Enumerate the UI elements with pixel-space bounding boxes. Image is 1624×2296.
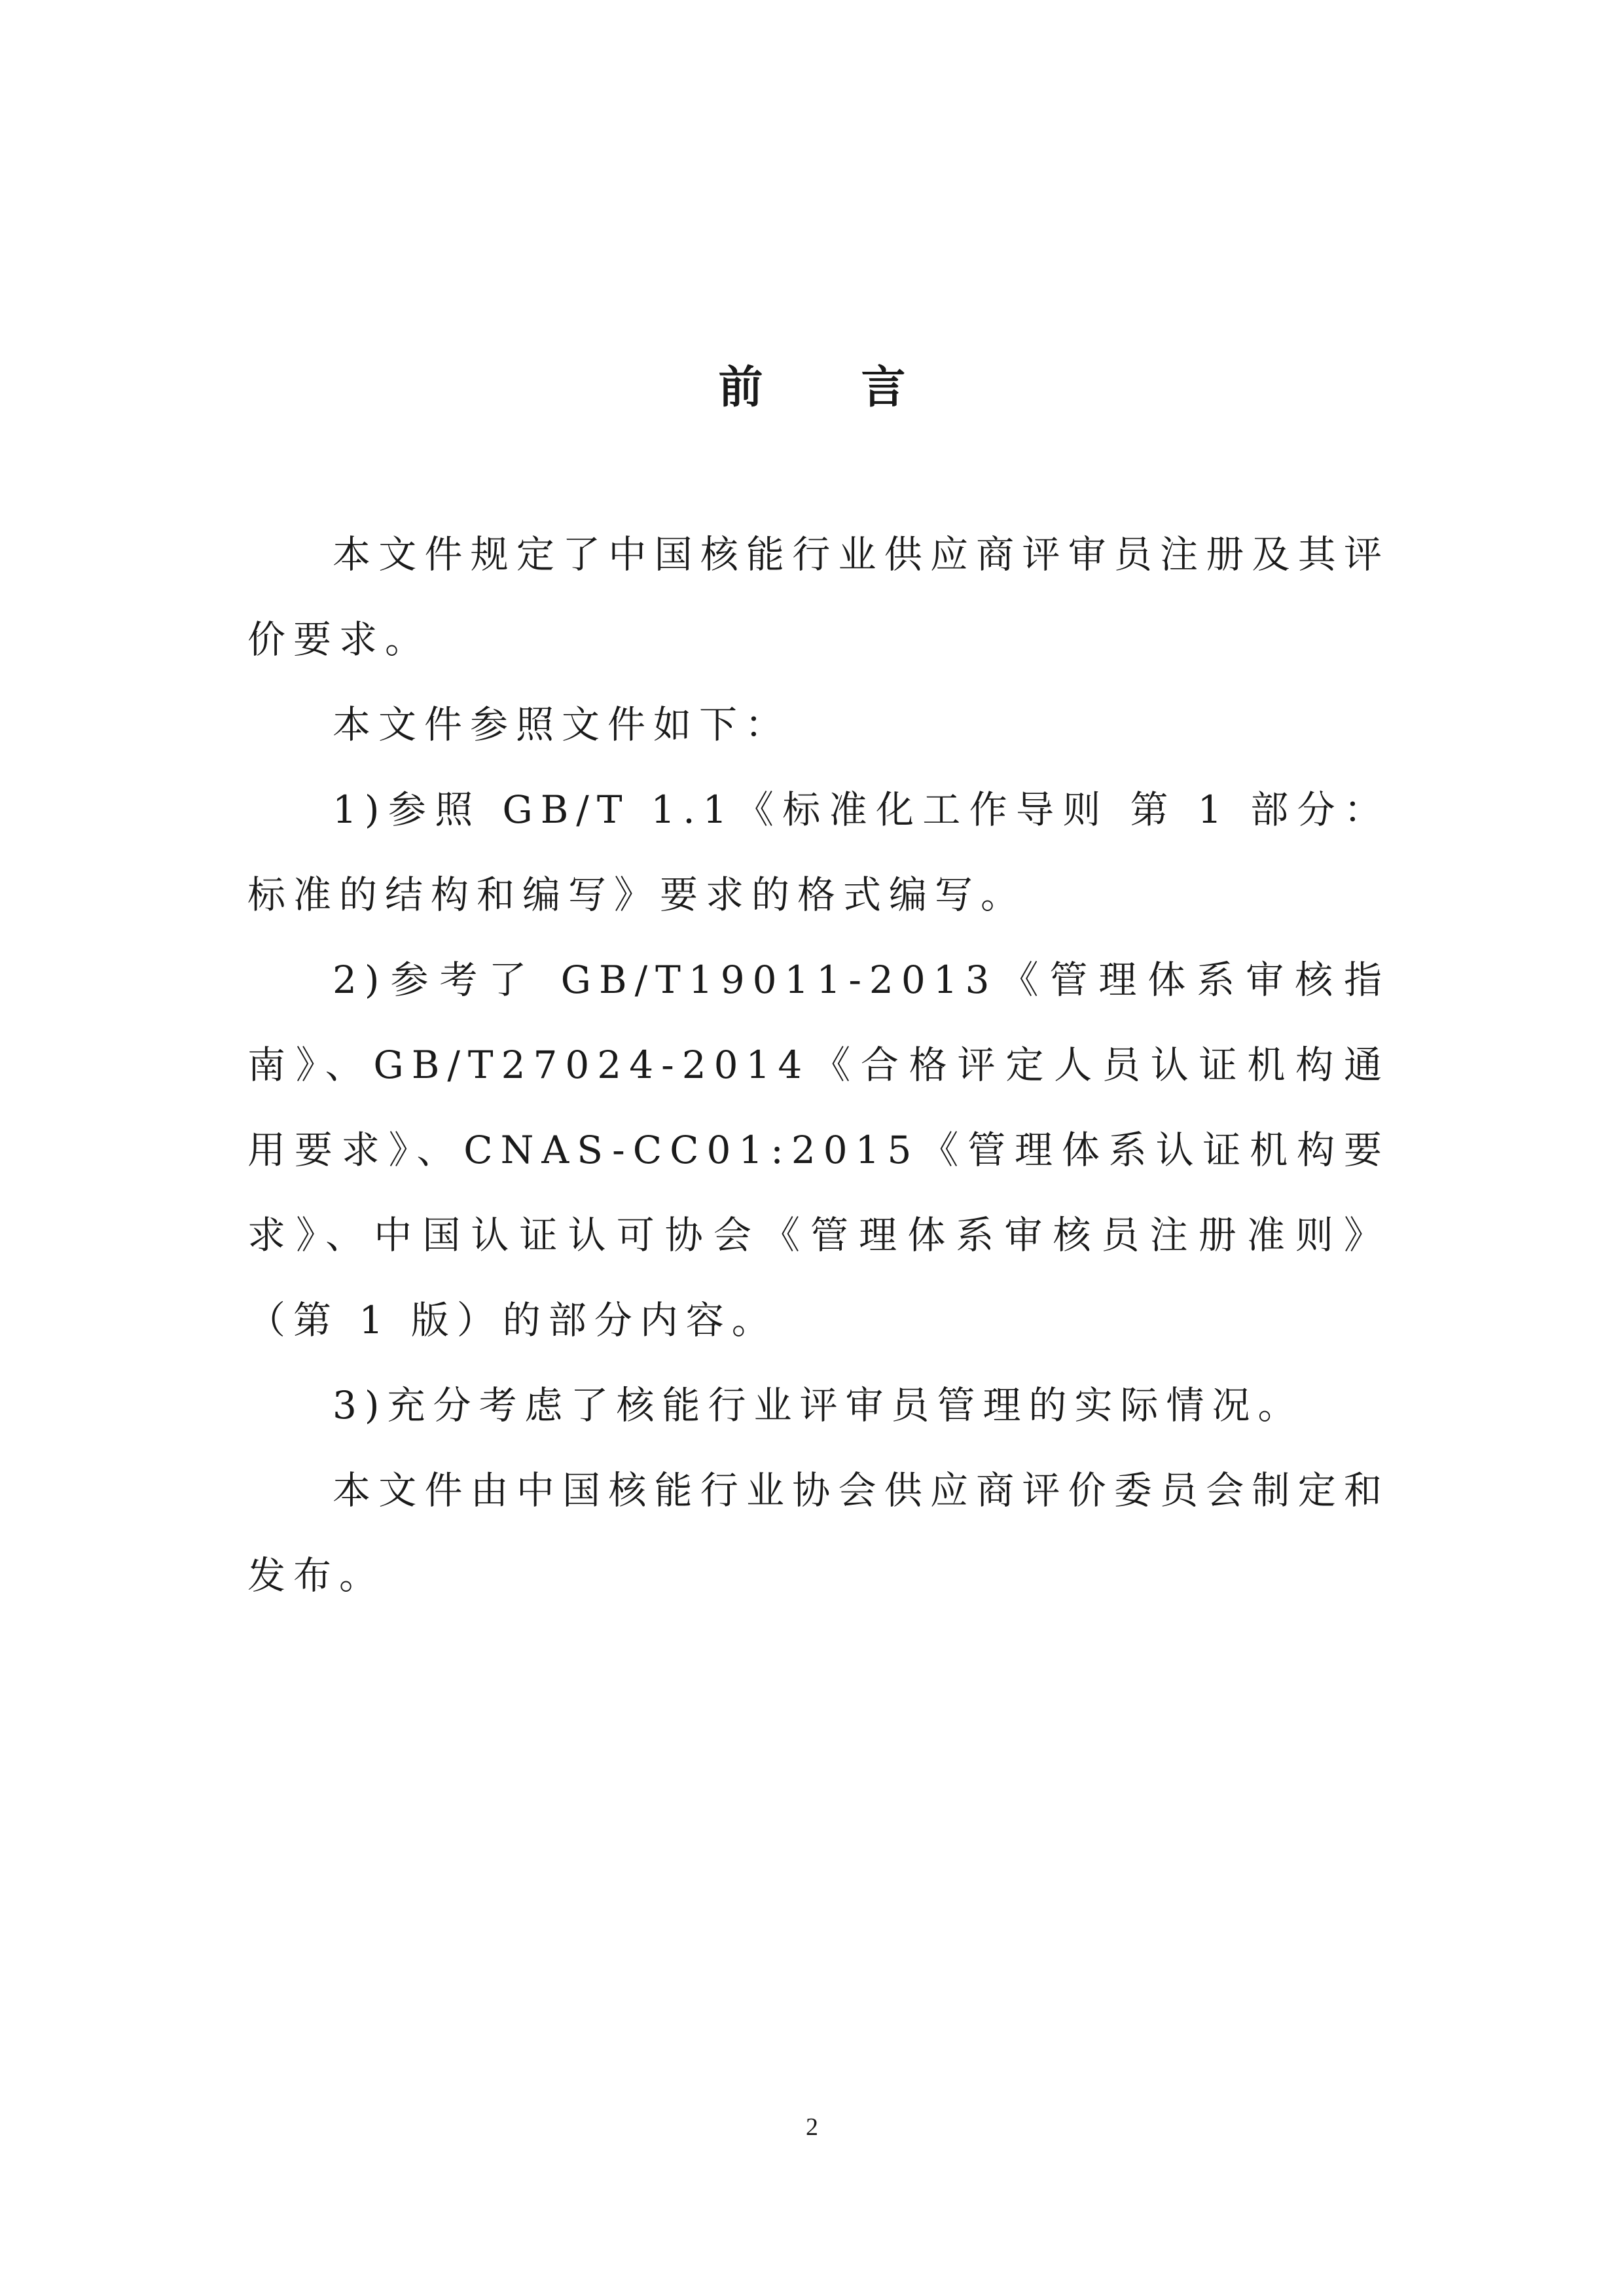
paragraph-scope: 本文件规定了中国核能行业供应商评审员注册及其评价要求。 [247, 532, 1390, 662]
page-number: 2 [806, 2113, 818, 2141]
page-title: 前言 [718, 362, 1004, 414]
paragraph-references-intro: 本文件参照文件如下： [333, 702, 791, 747]
body-text [247, 512, 1390, 1618]
paragraph-reference-2: 2)参考了 GB/T19011-2013《管理体系审核指南》、GB/T27024-2014《合格评定人员认证机构通用要求》、CNAS-CC01:2015《管理体系认证机构要求》、中国认证认可协会《管理体系审核员注册准则》（第 1 版）的部分内容。 [247, 958, 1390, 1342]
paragraph-issuer: 本文件由中国核能行业协会供应商评价委员会制定和发布。 [247, 1468, 1390, 1598]
paragraph-reference-3: 3)充分考虑了核能行业评审员管理的实际情况。 [333, 1383, 1304, 1427]
paragraph-reference-1: 1)参照 GB/T 1.1《标准化工作导则 第 1 部分：标准的结构和编写》要求的格式编写。 [247, 787, 1390, 917]
